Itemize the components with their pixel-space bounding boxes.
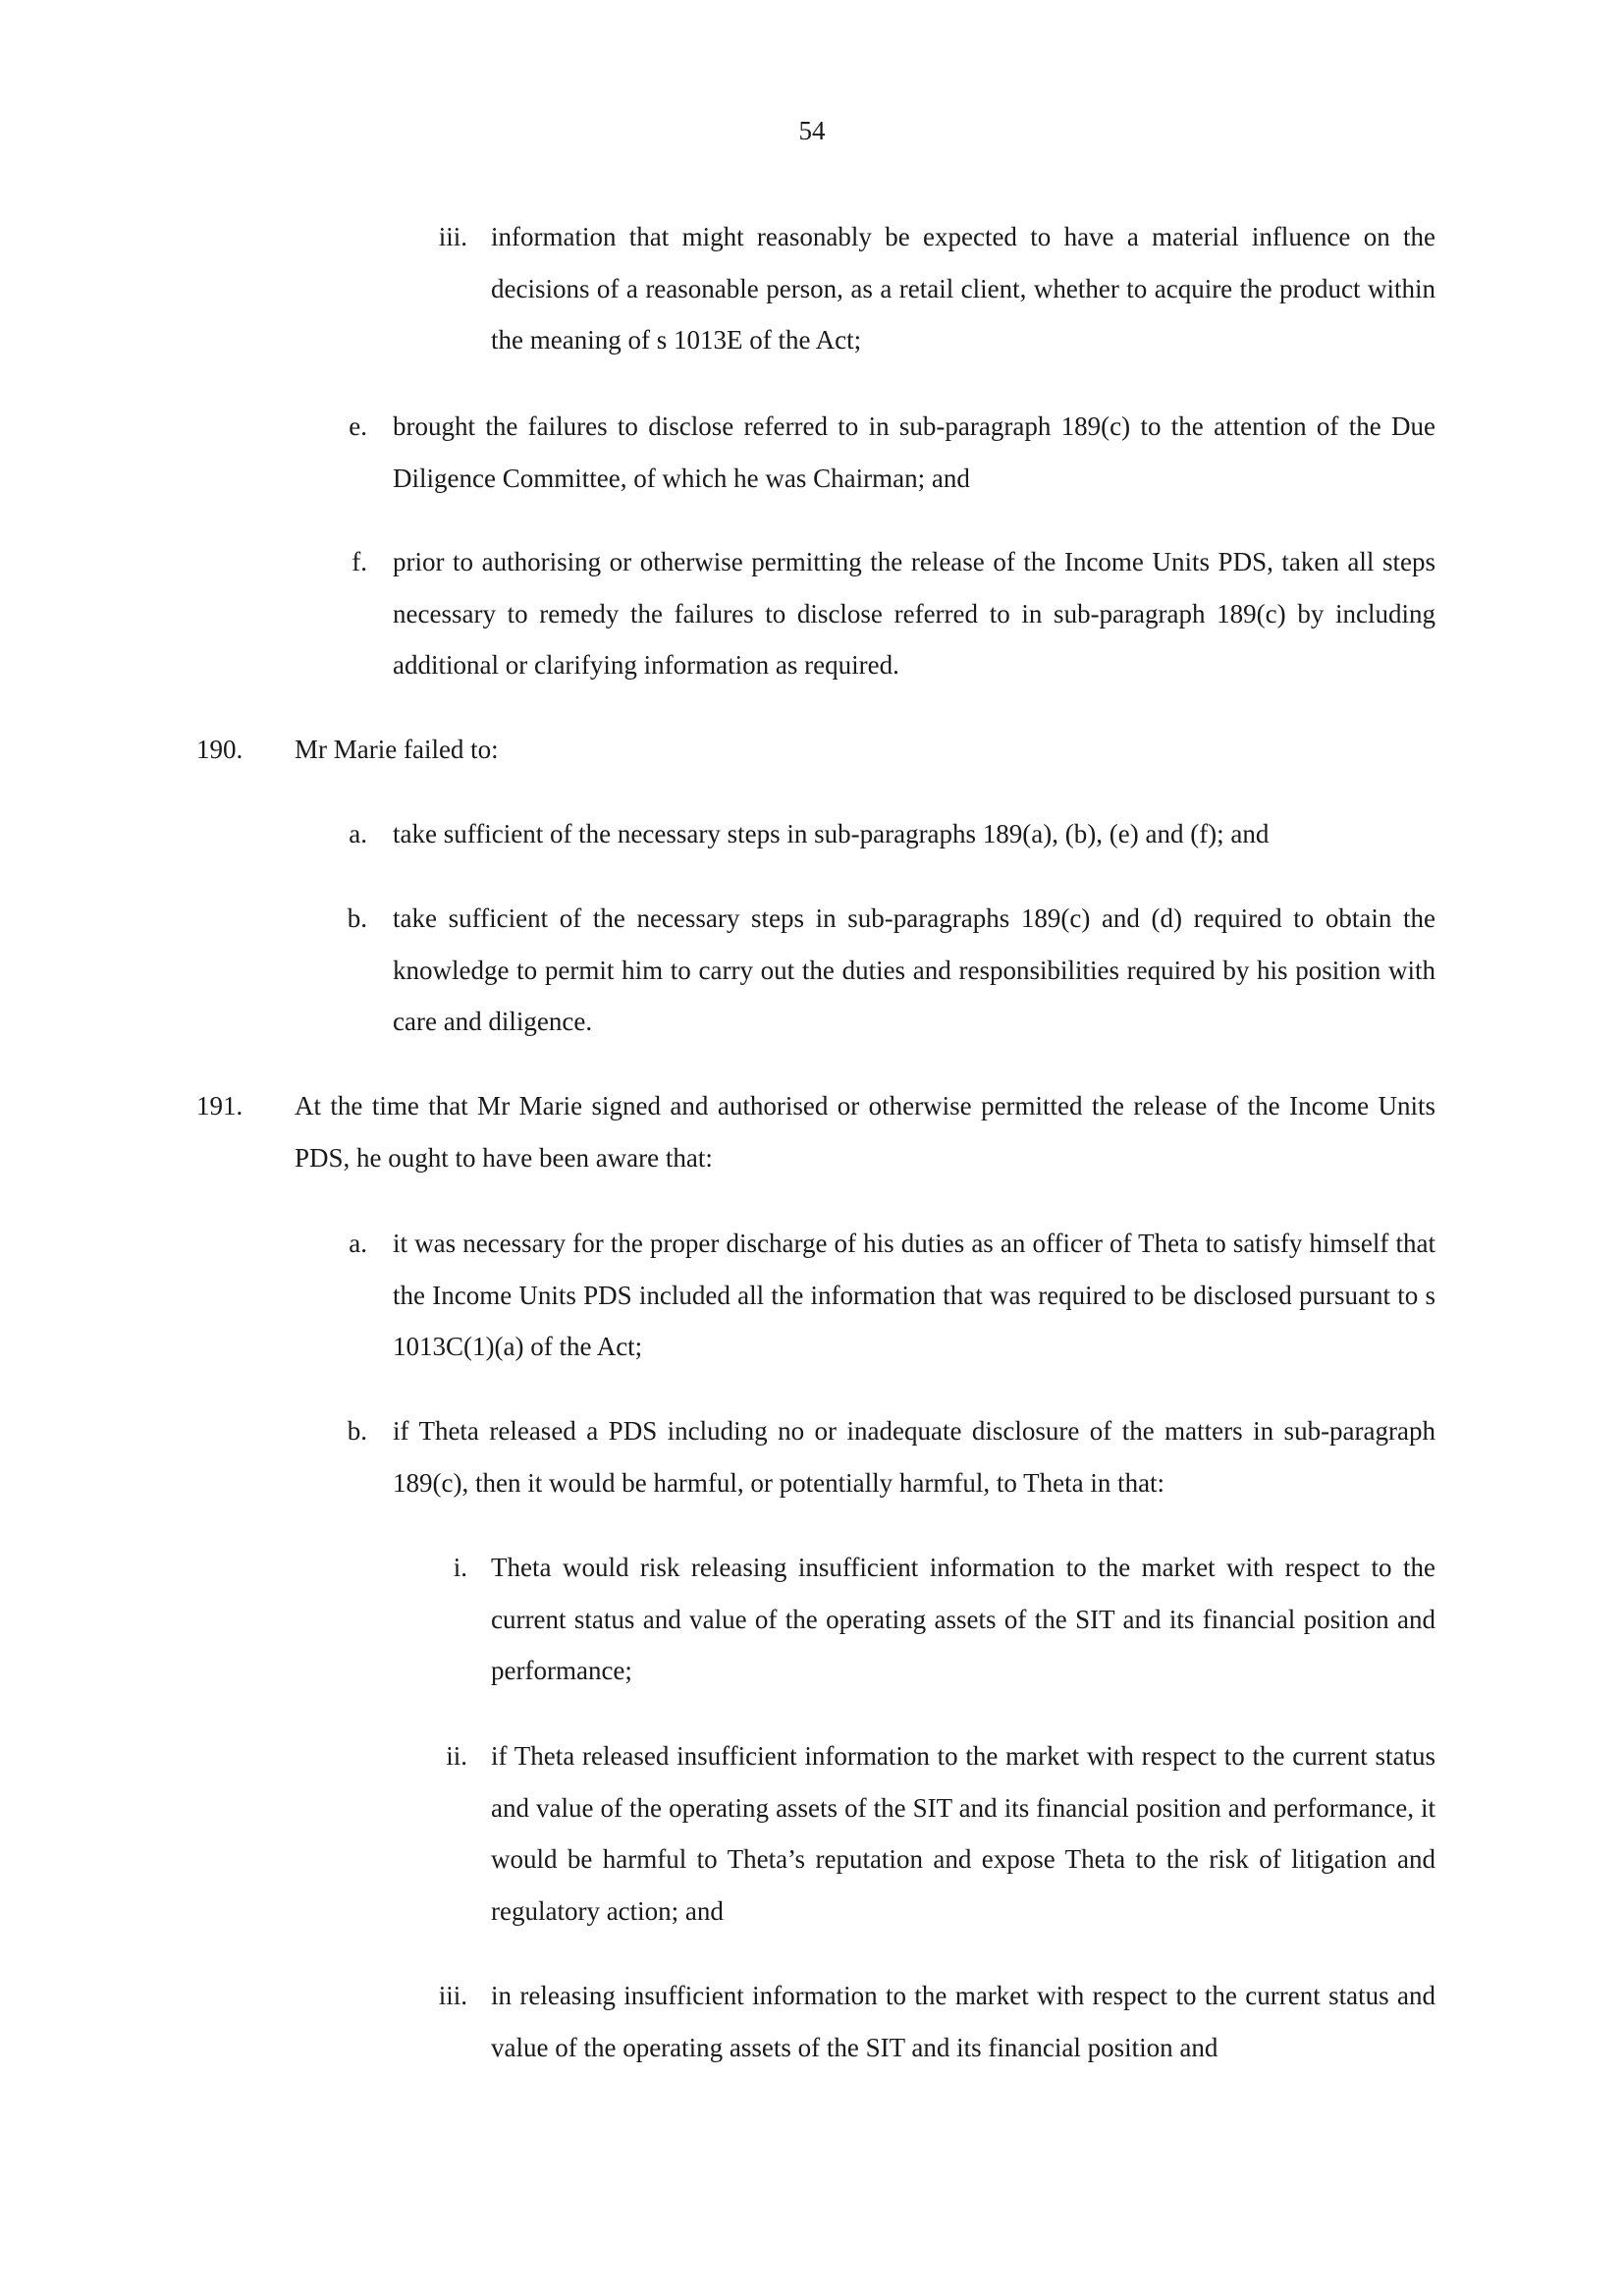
list-item-text: if Theta released a PDS including no or inadequate disclosure of the matters in sub-paragraph 189(c), then it would be harmful, or potentially harmful, to Theta in that: [393, 1416, 1435, 1498]
list-item-text: in releasing insufficient information to the market with respect to the current status and value of the operating assets of the SIT and its financial position and [491, 1981, 1435, 2062]
list-marker: iii. [438, 222, 467, 251]
list-item-text: take sufficient of the necessary steps in sub-paragraphs 189(a), (b), (e) and (f); and [393, 819, 1270, 848]
list-item-text: brought the failures to disclose referred to in sub-paragraph 189(c) to the attention of the Due Diligence Committee, of which he was Chairman; and [393, 411, 1435, 493]
list-marker: f. [352, 547, 367, 576]
list-item-text: information that might reasonably be expected to have a material influence on the decisions of a reasonable person, as a retail client, whether to acquire the product within the meaning of s 1013E of the Act; [491, 222, 1435, 355]
paragraph-number: 190. [196, 735, 244, 764]
list-item-text: Theta would risk releasing insufficient information to the market with respect to the current status and value of the operating assets of the SIT and its financial position and performance; [491, 1553, 1435, 1686]
list-item-text: it was necessary for the proper discharge of his duties as an officer of Theta to satisfy himself that the Income Units PDS included all the information that was required to be disclosed pursuant to s 1013C(1)(a) of the Act; [393, 1229, 1435, 1362]
list-marker: b. [347, 903, 367, 933]
list-marker: i. [453, 1553, 467, 1582]
list-marker: b. [347, 1416, 367, 1446]
paragraph-text: At the time that Mr Marie signed and authorised or otherwise permitted the release of the Income Units PDS, he ought to have been aware that: [295, 1091, 1435, 1173]
page-number: 54 [798, 116, 826, 145]
list-marker: a. [349, 1229, 367, 1258]
list-marker: e. [349, 411, 367, 441]
list-marker: iii. [438, 1981, 467, 2010]
paragraph-number: 191. [196, 1091, 244, 1121]
paragraph-text: Mr Marie failed to: [295, 735, 499, 764]
list-marker: ii. [446, 1741, 467, 1771]
list-item-text: prior to authorising or otherwise permitting the release of the Income Units PDS, taken all steps necessary to remedy the failures to disclose referred to in sub-paragraph 189(c) by including additional or clarifying information as required. [393, 547, 1435, 681]
list-marker: a. [349, 819, 367, 848]
list-item-text: if Theta released insufficient information to the market with respect to the current status and value of the operating assets of the SIT and its financial position and performance, it would be harmful to Theta’s reputation and expose Theta to the risk of litigation and regulatory action; and [491, 1741, 1435, 1926]
list-item-text: take sufficient of the necessary steps in sub-paragraphs 189(c) and (d) required to obtain the knowledge to permit him to carry out the duties and responsibilities required by his position with care and diligence. [393, 903, 1435, 1037]
